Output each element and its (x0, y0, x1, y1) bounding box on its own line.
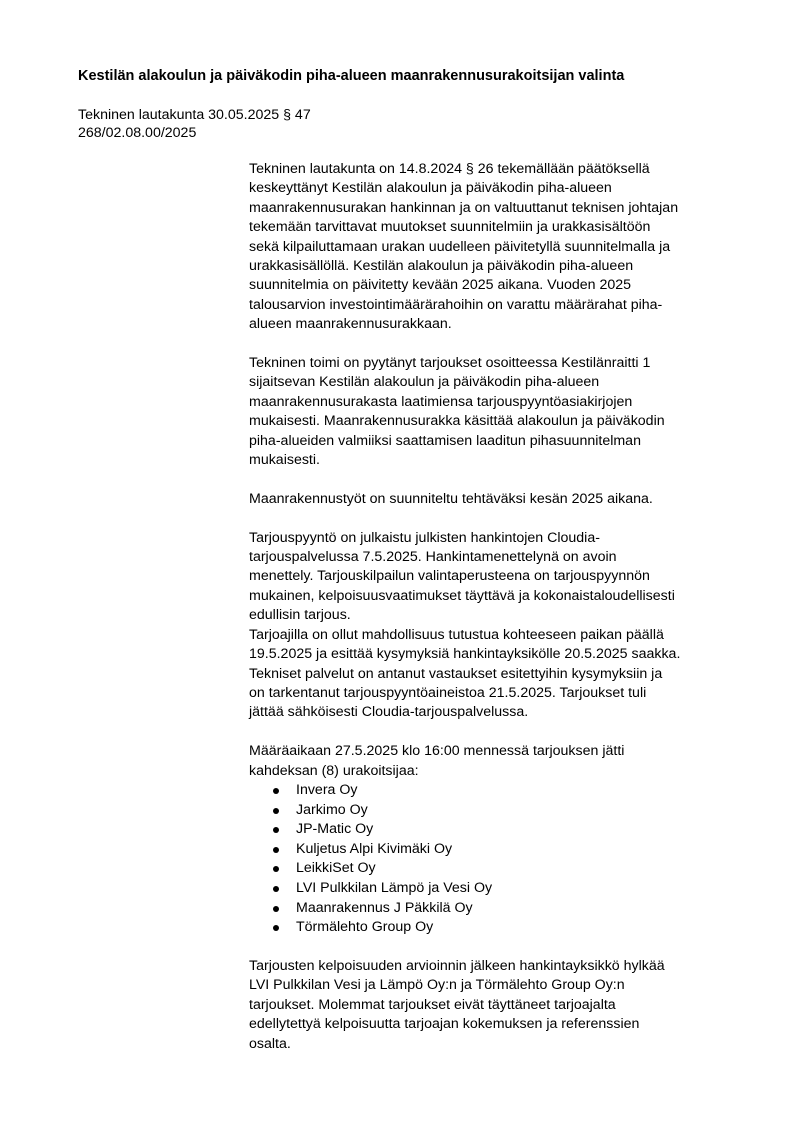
text-line: suunnitelmia on päivitetty kevään 2025 aikana. Vuoden 2025 (249, 277, 632, 294)
bullet-icon (273, 847, 279, 853)
paragraph-schedule (249, 490, 749, 509)
bullet-icon (273, 925, 279, 931)
text-line: keskeyttänyt Kestilän alakoulun ja päiväkodin piha-alueen (249, 180, 612, 197)
meeting-line: Tekninen lautakunta 30.05.2025 § 47 (78, 107, 311, 123)
list-item (249, 801, 749, 821)
paragraph-procurement (249, 529, 749, 723)
list-item (249, 840, 749, 860)
bidder-list (249, 781, 749, 938)
text-line: Tarjoajilla on ollut mahdollisuus tutustua kohteeseen paikan päällä (249, 626, 664, 643)
text-line: mukainen, kelpoisuusvaatimukset täyttävä ja kokonaistaloudellisesti (249, 587, 675, 604)
bullet-icon (273, 808, 279, 814)
text-line: maanrakennusurakan hankinnan ja on valtuuttanut teknisen johtajan (249, 199, 679, 216)
text-line: 19.5.2025 ja esittää kysymyksiä hankintayksikölle 20.5.2025 saakka. (249, 646, 681, 663)
text-line: sekä kilpailuttamaan urakan uudelleen päivitetyllä suunnitelmalla ja (249, 238, 671, 255)
text-line: edullisin tarjous. (249, 607, 351, 624)
bidder-name: JP-Matic Oy (296, 821, 374, 838)
text-line: kahdeksan (8) urakoitsijaa: (249, 762, 419, 779)
bullet-icon (273, 906, 279, 912)
document-body (249, 160, 749, 1054)
list-item (249, 820, 749, 840)
paragraph-request (249, 354, 749, 470)
bidder-name: Maanrakennus J Päkkilä Oy (296, 899, 473, 916)
text-line: edellytettyä kelpoisuutta tarjoajan kokemuksen ja referenssien (249, 1016, 640, 1033)
list-item (249, 781, 749, 801)
paragraph-rejection (249, 957, 749, 1054)
case-number: 268/02.08.00/2025 (78, 125, 197, 141)
bullet-icon (273, 866, 279, 872)
text-line: Tekninen lautakunta on 14.8.2024 § 26 tekemällään päätöksellä (249, 161, 650, 177)
text-line: talousarvion investointimäärärahoihin on varattu määrärahat piha- (249, 296, 663, 313)
bullet-icon (273, 886, 279, 892)
text-line: Määräaikaan 27.5.2025 klo 16:00 mennessä tarjouksen jätti (249, 743, 625, 760)
bidder-name: Jarkimo Oy (296, 801, 368, 818)
text-line: mukaisesti. (249, 452, 320, 469)
bidder-name: Kuljetus Alpi Kivimäki Oy (296, 840, 453, 857)
text-line: osalta. (249, 1035, 291, 1052)
list-item (249, 859, 749, 879)
text-line: Tekniset palvelut on antanut vastaukset esitettyihin kysymyksiin ja (249, 665, 663, 682)
paragraph-background (249, 160, 749, 335)
text-line: piha-alueiden valmiiksi saattamisen laaditun pihasuunnitelman (249, 432, 641, 449)
text-line: on tarkentanut tarjouspyyntöaineistoa 21.5.2025. Tarjoukset tuli (249, 684, 647, 701)
text-line: sijaitsevan Kestilän alakoulun ja päiväkodin piha-alueen (249, 374, 600, 391)
bidder-name: Invera Oy (296, 781, 358, 798)
document-title: Kestilän alakoulun ja päiväkodin piha-alueen maanrakennusurakoitsijan valinta (78, 68, 625, 84)
text-line: urakkasisällöllä. Kestilän alakoulun ja päiväkodin piha-alueen (249, 258, 634, 275)
paragraph-deadline (249, 742, 749, 781)
text-line: alueen maanrakennusurakkaan. (249, 316, 452, 333)
list-item (249, 879, 749, 899)
text-line: tarjouspalvelussa 7.5.2025. Hankintamenettelynä on avoin (249, 549, 617, 566)
text-line: Tekninen toimi on pyytänyt tarjoukset osoitteessa Kestilänraitti 1 (249, 355, 651, 372)
text-line: tarjoukset. Molemmat tarjoukset eivät täyttäneet tarjoajalta (249, 996, 616, 1013)
list-item (249, 918, 749, 938)
list-item (249, 899, 749, 919)
bidder-name: LeikkiSet Oy (296, 860, 376, 877)
text-line: Maanrakennustyöt on suunniteltu tehtäväksi kesän 2025 aikana. (249, 490, 653, 507)
bidder-name: Törmälehto Group Oy (296, 919, 434, 936)
text-line: menettely. Tarjouskilpailun valintaperusteena on tarjouspyynnön (249, 568, 650, 585)
meeting-reference (78, 106, 311, 142)
text-line: mukaisesti. Maanrakennusurakka käsittää alakoulun ja päiväkodin (249, 413, 665, 430)
bidder-name: LVI Pulkkilan Lämpö ja Vesi Oy (296, 879, 493, 896)
bullet-icon (273, 788, 279, 794)
text-line: LVI Pulkkilan Vesi ja Lämpö Oy:n ja Törmälehto Group Oy:n (249, 977, 625, 994)
text-line: Tarjousten kelpoisuuden arvioinnin jälkeen hankintayksikkö hylkää (249, 958, 665, 975)
text-line: maanrakennusurakasta laatimiensa tarjouspyyntöasiakirjojen (249, 393, 633, 410)
text-line: tekemään tarvittavat muutokset suunnitelmiin ja urakkasisältöön (249, 219, 651, 236)
text-line: jättää sähköisesti Cloudia-tarjouspalvelussa. (249, 704, 529, 721)
text-line: Tarjouspyyntö on julkaistu julkisten hankintojen Cloudia- (249, 529, 600, 546)
bullet-icon (273, 827, 279, 833)
